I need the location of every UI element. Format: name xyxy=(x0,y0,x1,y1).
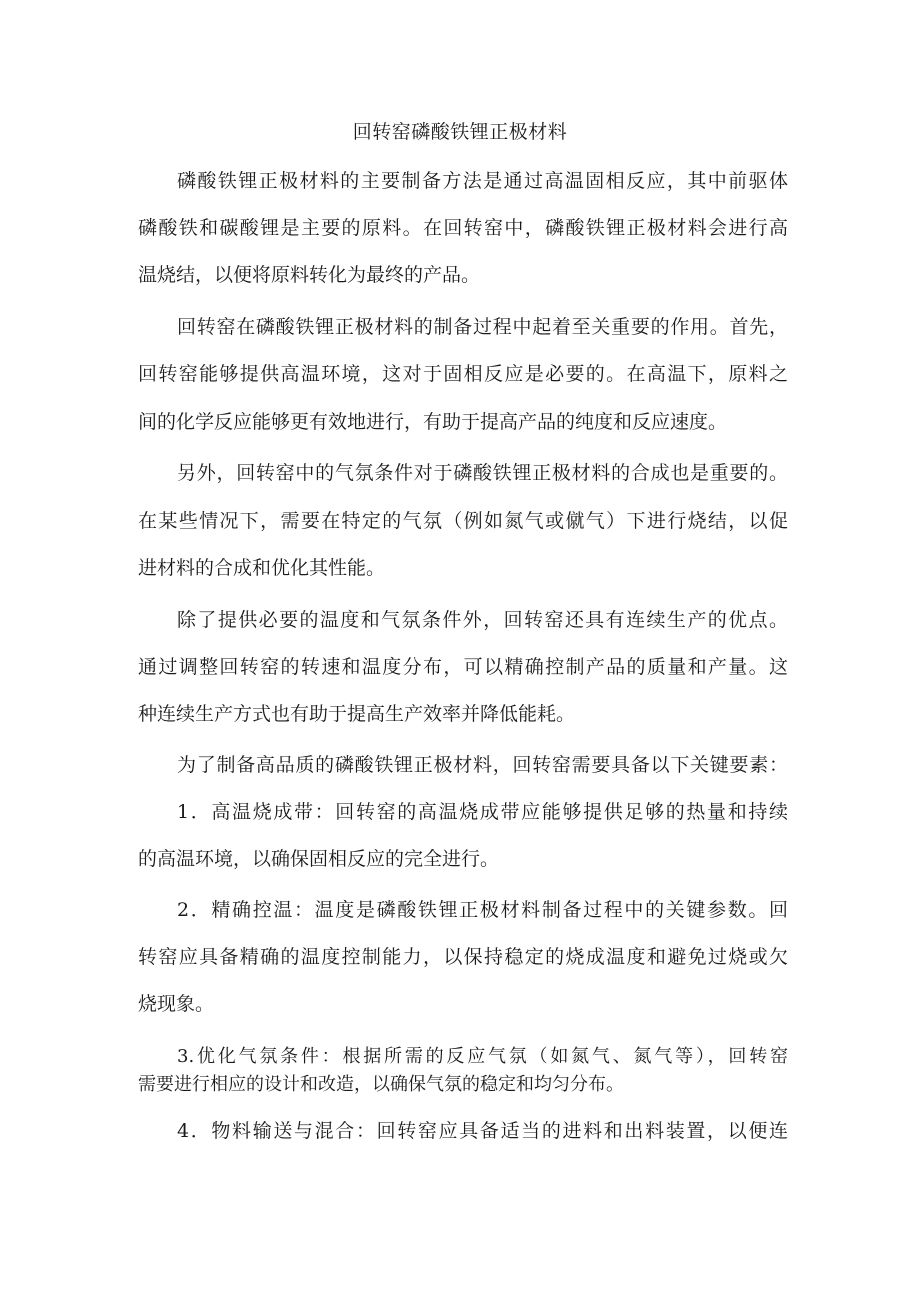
document-title: 回转窑磷酸铁锂正极材料 xyxy=(352,121,568,143)
list-item-line: 4．物料输送与混合：回转窑应具备适当的进料和出料装置，以便连 xyxy=(177,1120,788,1142)
text-line: 回转窑在磷酸铁锂正极材料的制备过程中起着至关重要的作用。首先， xyxy=(177,316,788,338)
list-item-line: 1．高温烧成带：回转窑的高温烧成带应能够提供足够的热量和持续 xyxy=(177,801,788,823)
text-line: 温烧结，以便将原料转化为最终的产品。 xyxy=(138,264,481,286)
text-line: 磷酸铁和碳酸锂是主要的原料。在回转窑中，磷酸铁锂正极材料会进行高 xyxy=(138,217,788,239)
list-item-line: 烧现象。 xyxy=(138,993,215,1015)
text-line: 回转窑能够提供高温环境，这对于固相反应是必要的。在高温下，原料之 xyxy=(138,363,788,385)
list-item-line: 2．精确控温：温度是磷酸铁锂正极材料制备过程中的关键参数。回 xyxy=(177,899,788,921)
text-line: 另外，回转窑中的气氛条件对于磷酸铁锂正极材料的合成也是重要的。 xyxy=(177,462,788,484)
list-item-line: 3.优化气氛条件：根据所需的反应气氛（如氮气、氮气等），回转窑 xyxy=(177,1046,788,1067)
text-line: 除了提供必要的温度和气氛条件外，回转窑还具有连续生产的优点。 xyxy=(177,609,788,631)
text-line: 通过调整回转窑的转速和温度分布，可以精确控制产品的质量和产量。这 xyxy=(138,656,788,678)
text-line: 为了制备高品质的磷酸铁锂正极材料，回转窑需要具备以下关键要素： xyxy=(177,754,788,776)
list-item-line: 的高温环境，以确保固相反应的完全进行。 xyxy=(138,848,500,870)
text-line: 间的化学反应能够更有效地进行，有助于提高产品的纯度和反应速度。 xyxy=(138,411,728,433)
text-line: 磷酸铁锂正极材料的主要制备方法是通过高温固相反应，其中前驱体 xyxy=(177,170,788,192)
list-item-line: 需要进行相应的设计和改造，以确保气氛的稳定和均匀分布。 xyxy=(138,1074,624,1095)
text-line: 在某些情况下，需要在特定的气氛（例如氮气或僦气）下进行烧结，以促 xyxy=(138,510,788,532)
text-line: 进材料的合成和优化其性能。 xyxy=(138,557,386,579)
text-line: 种连续生产方式也有助于提高生产效率并降低能耗。 xyxy=(138,703,576,725)
list-item-line: 转窑应具备精确的温度控制能力，以保持稳定的烧成温度和避免过烧或欠 xyxy=(138,946,788,968)
